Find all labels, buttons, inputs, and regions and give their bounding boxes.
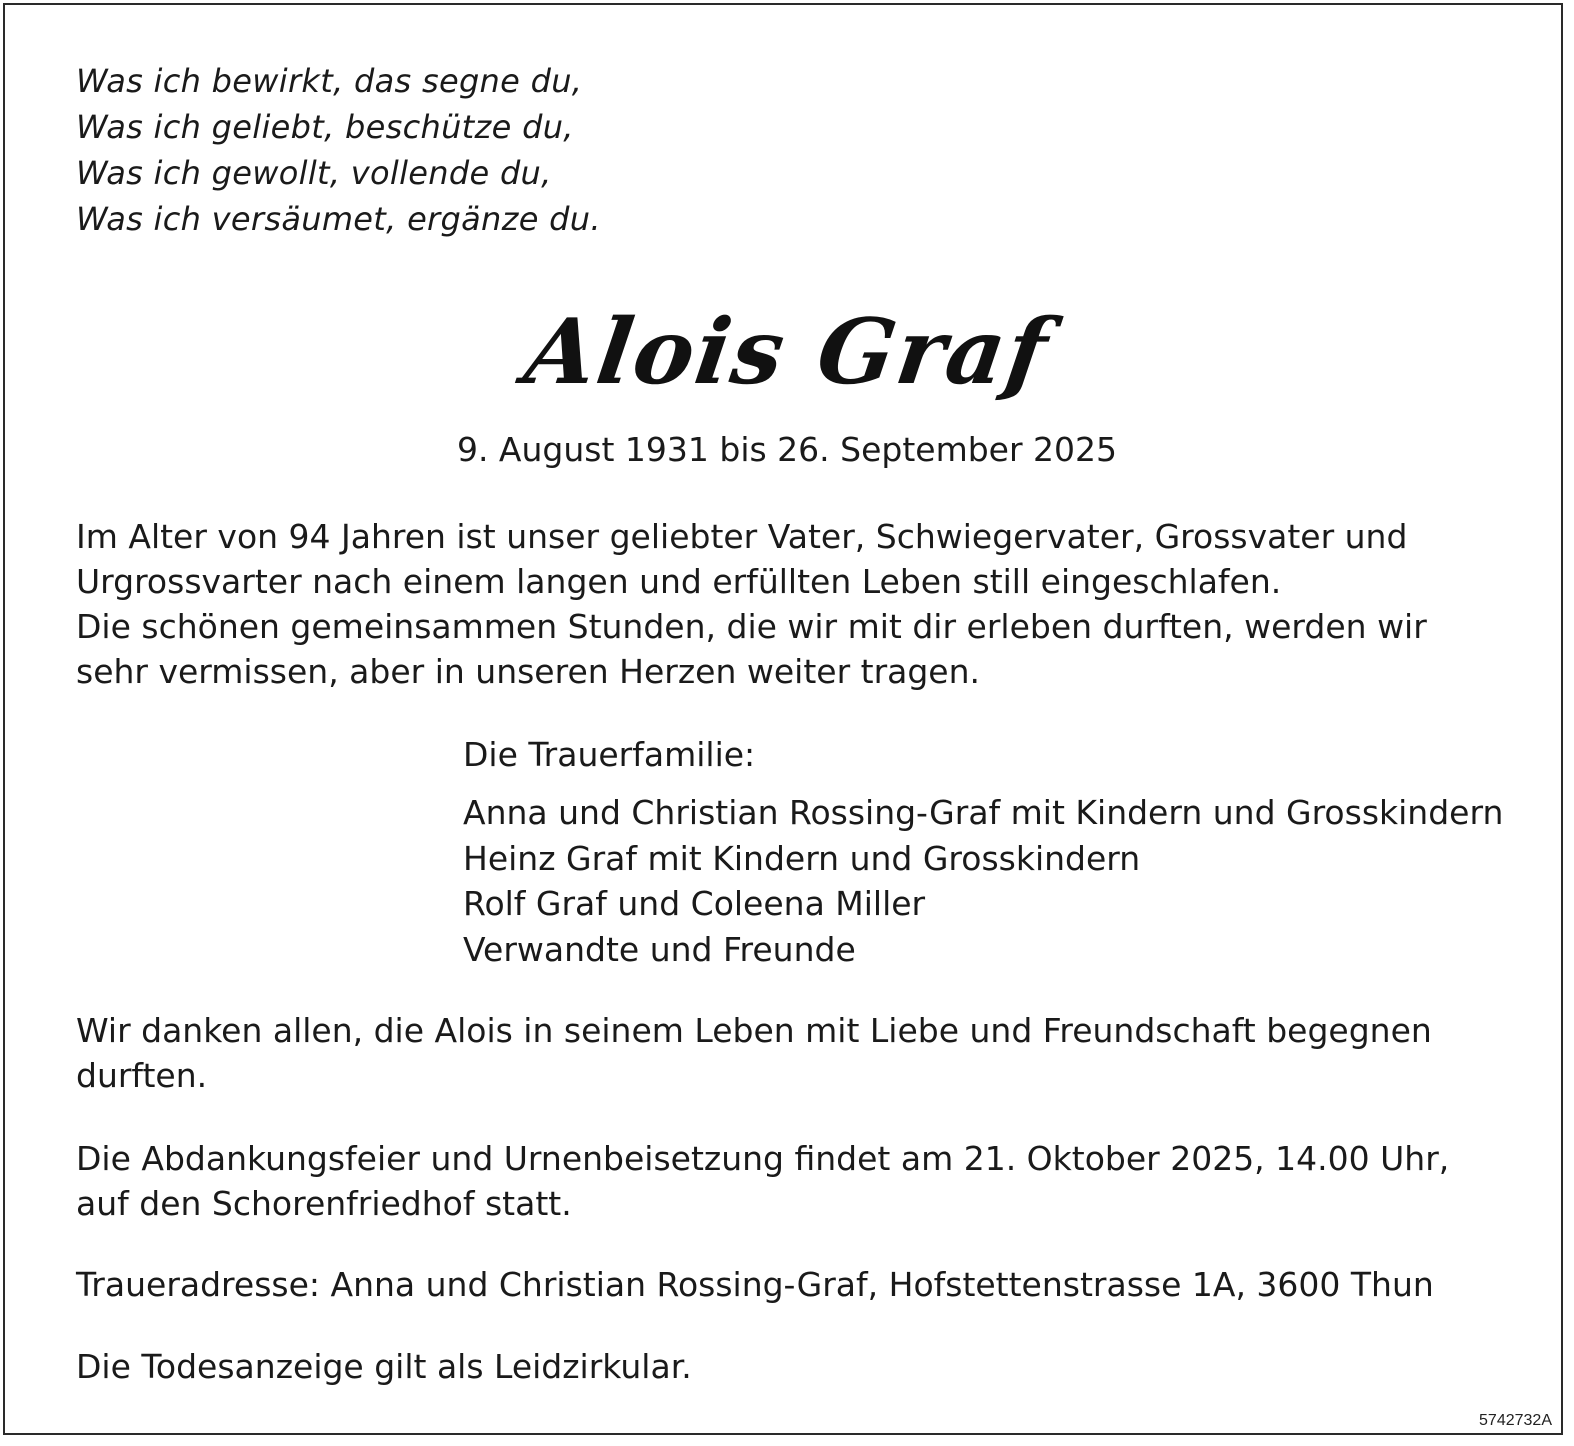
address-line: Traueradresse: Anna und Christian Rossing-Graf, Hofstettenstrasse 1A, 3600 Thun [76, 1265, 1434, 1304]
announcement-line: Im Alter von 94 Jahren ist unser geliebter Vater, Schwiegervater, Grossvater und [76, 517, 1408, 556]
poem [76, 58, 601, 242]
circular-note [76, 1344, 1496, 1389]
family-list [463, 790, 1503, 972]
ceremony-line: auf den Schorenfriedhof statt. [76, 1184, 572, 1223]
ceremony-paragraph [76, 1136, 1496, 1226]
mourning-address [76, 1262, 1496, 1307]
poem-line: Was ich geliebt, beschütze du, [76, 108, 574, 146]
family-member: Heinz Graf mit Kindern und Grosskindern [463, 838, 1141, 878]
ceremony-line: Die Abdankungsfeier und Urnenbeisetzung findet am 21. Oktober 2025, 14.00 Uhr, [76, 1139, 1450, 1178]
poem-line: Was ich gewollt, vollende du, [76, 154, 552, 192]
thanks-line: durften. [76, 1056, 208, 1095]
announcement-paragraph [76, 514, 1496, 694]
family-member: Rolf Graf und Coleena Miller [463, 884, 926, 923]
thanks-paragraph [76, 1008, 1496, 1098]
announcement-line: Urgrossvarter nach einem langen und erfüllten Leben still eingeschlafen. [76, 562, 1282, 601]
note-line: Die Todesanzeige gilt als Leidzirkular. [76, 1347, 692, 1386]
reference-code: 5742732A [1479, 1412, 1552, 1429]
family-member: Anna und Christian Rossing-Graf mit Kindern und Grosskindern [463, 793, 1504, 832]
announcement-line: Die schönen gemeinsammen Stunden, die wir mit dir erleben durften, werden wir [76, 607, 1427, 646]
family-member: Verwandte und Freunde [463, 929, 856, 969]
poem-line: Was ich versäumet, ergänze du. [76, 200, 601, 238]
thanks-line: Wir danken allen, die Alois in seinem Leben mit Liebe und Freundschaft begegnen [76, 1011, 1432, 1050]
poem-line: Was ich bewirkt, das segne du, [76, 62, 583, 100]
announcement-line: sehr vermissen, aber in unseren Herzen weiter tragen. [76, 652, 981, 691]
deceased-name: Alois Graf [518, 299, 1056, 405]
life-dates: 9. August 1931 bis 26. September 2025 [456, 430, 1118, 469]
family-heading: Die Trauerfamilie: [463, 735, 756, 774]
